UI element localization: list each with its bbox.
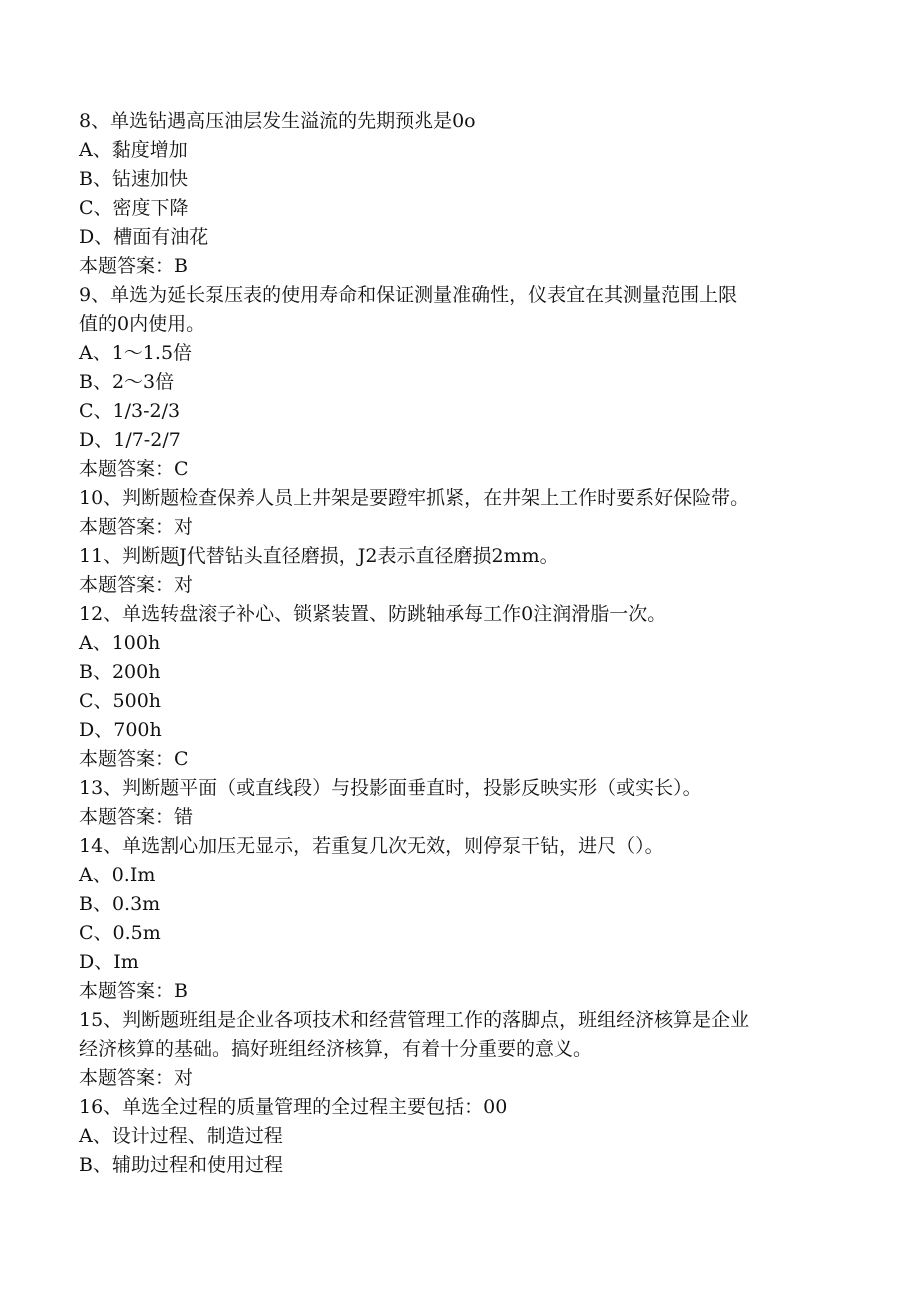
question-8-answer: 本题答案：B: [79, 255, 188, 277]
question-13-answer: 本题答案：错: [79, 806, 194, 828]
question-15-answer: 本题答案：对: [79, 1067, 194, 1089]
question-9-option-a: A、1～1.5倍: [79, 342, 193, 364]
question-9-stem-line-1: 9、单选为延长泵压表的使用寿命和保证测量准确性，仪表宜在其测量范围上限: [79, 284, 738, 306]
question-12-option-c: C、500h: [79, 690, 162, 712]
question-16-stem: 16、单选全过程的质量管理的全过程主要包括：00: [79, 1096, 508, 1118]
question-9-answer: 本题答案：C: [79, 458, 189, 480]
question-9-stem-line-2: 值的0内使用。: [79, 313, 206, 335]
question-14-option-d: D、Im: [79, 951, 139, 973]
question-14-option-c: C、0.5m: [79, 922, 161, 944]
question-9-option-c: C、1/3-2/3: [79, 400, 181, 422]
question-9-option-b: B、2～3倍: [79, 371, 175, 393]
question-8-option-d: D、槽面有油花: [79, 226, 209, 248]
question-16-option-b: B、辅助过程和使用过程: [79, 1154, 283, 1176]
question-12-option-a: A、100h: [79, 632, 161, 654]
question-10-stem: 10、判断题检查保养人员上井架是要蹬牢抓紧，在井架上工作时要系好保险带。: [79, 487, 750, 509]
question-12-stem: 12、单选转盘滚子补心、锁紧装置、防跳轴承每工作0注润滑脂一次。: [79, 603, 667, 625]
question-15-stem-line-1: 15、判断题班组是企业各项技术和经营管理工作的落脚点，班组经济核算是企业: [79, 1009, 750, 1031]
question-14-answer: 本题答案：B: [79, 980, 188, 1002]
question-11-stem: 11、判断题J代替钻头直径磨损，J2表示直径磨损2mm。: [79, 545, 559, 567]
question-12-option-d: D、700h: [79, 719, 162, 741]
question-8-stem: 8、单选钻遇高压油层发生溢流的先期预兆是0o: [79, 110, 476, 132]
question-8-option-c: C、密度下降: [79, 197, 189, 219]
question-8-option-a: A、黏度增加: [79, 139, 188, 161]
question-14-option-a: A、0.Im: [79, 864, 156, 886]
question-11-answer: 本题答案：对: [79, 574, 194, 596]
question-16-option-a: A、设计过程、制造过程: [79, 1125, 283, 1147]
question-13-stem: 13、判断题平面（或直线段）与投影面垂直时，投影反映实形（或实长）。: [79, 777, 702, 799]
question-9-option-d: D、1/7-2/7: [79, 429, 181, 451]
question-8-option-b: B、钻速加快: [79, 168, 188, 190]
question-15-stem-line-2: 经济核算的基础。搞好班组经济核算，有着十分重要的意义。: [79, 1038, 593, 1060]
question-14-stem: 14、单选割心加压无显示，若重复几次无效，则停泵干钻，进尺（）。: [79, 835, 664, 857]
document-text: [79, 107, 849, 1180]
question-14-option-b: B、0.3m: [79, 893, 161, 915]
question-12-option-b: B、200h: [79, 661, 161, 683]
question-10-answer: 本题答案：对: [79, 516, 194, 538]
question-12-answer: 本题答案：C: [79, 748, 189, 770]
